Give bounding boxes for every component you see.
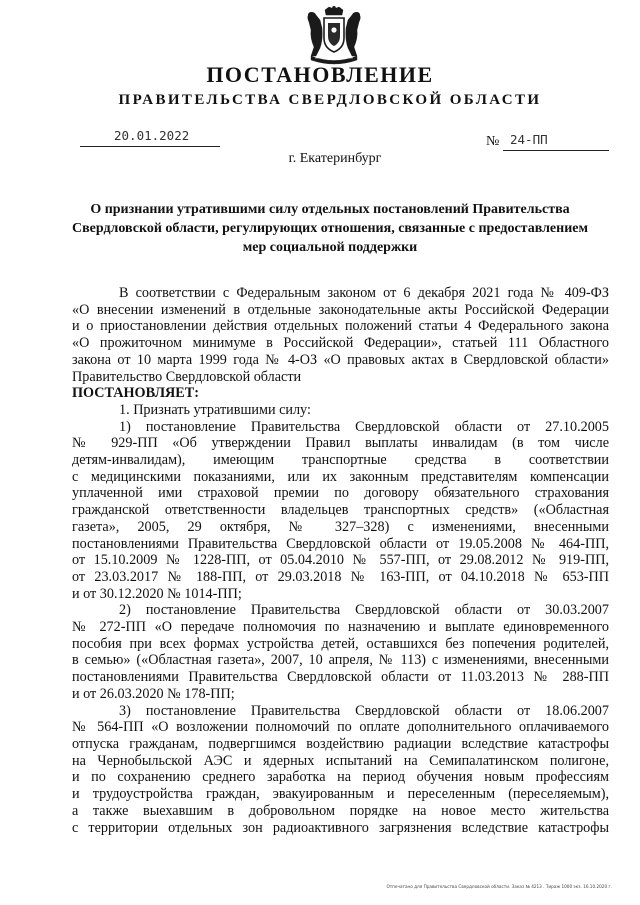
subitem-2-line: пособия при всех формах устройства детей, оставшихся без попечения родителей, [72, 635, 609, 652]
subitem-1-line: газета», 2005, 29 октября, № 327–328) с изменениями, внесенными [72, 518, 609, 535]
subitem-1-line: гражданской ответственности владельцев транспортных средств» («Областная [72, 502, 609, 519]
print-footer: Отпечатано для Правительства Свердловской области. Заказ № 4213 . Тираж 1000 экз. 16.10.2020 г. [386, 884, 612, 889]
subitem-2-line: в семью» («Областная газета», 2007, 10 апреля, № 113) с изменениями, внесенными [72, 652, 609, 669]
preamble-line: В соответствии с Федеральным законом от 6 декабря 2021 года № 409-ФЗ [119, 285, 609, 301]
registration-number: 24-ПП [510, 132, 548, 147]
subitem-3-line: 3) постановление Правительства Свердловской области от 18.06.2007 [119, 702, 609, 719]
subitem-3-line: № 564-ПП «О возложении полномочий по оплате дополнительного оплачиваемого [72, 719, 609, 736]
subitem-2-line: № 272-ПП «О передаче полномочия по назначению и выплате единовременного [72, 619, 609, 636]
registration-date: 20.01.2022 [114, 128, 190, 143]
subitem-3-line: отпуска гражданам, подвергшимся воздействию радиации вследствие катастрофы [72, 735, 609, 752]
date-underline [80, 146, 220, 147]
subitem-2-line: постановлениями Правительства Свердловской области от 11.03.2013 № 288-ПП [72, 669, 609, 686]
subitem-3-line: а также выехавшим в добровольном порядке на новое место жительства [72, 802, 609, 819]
issuer-title: ПРАВИТЕЛЬСТВА СВЕРДЛОВСКОЙ ОБЛАСТИ [118, 92, 542, 108]
city-name: г. Екатеринбург [288, 151, 382, 166]
resolves-heading: ПОСТАНОВЛЯЕТ: [72, 385, 199, 402]
preamble-line: «О прожиточном минимуме в Российской Федерации», статьей 111 Областного [72, 335, 609, 352]
subitem-1-line: 1) постановление Правительства Свердловской области от 27.10.2005 [119, 418, 609, 435]
resolution-title: О признании утратившими силу отдельных постановлений Правительства Свердловской области, регулирующих отношения, связанные с предоставлением мер социальной поддержки [71, 202, 589, 255]
subitem-2-line: 2) постановление Правительства Свердловской области от 30.03.2007 [119, 602, 609, 619]
subitem-1-line: с медицинскими показаниями, или их законным представителям компенсации [72, 468, 609, 485]
subitem-2-line: и от 26.03.2020 № 178-ПП; [72, 685, 235, 702]
subitem-3-line: на Чернобыльской АЭС и ядерных испытаний на Семипалатинском полигоне, [72, 752, 609, 769]
subitem-1-line: от 15.10.2009 № 1228-ПП, от 05.04.2010 № 557-ПП, от 29.08.2012 № 919-ПП, [72, 552, 609, 569]
document-body [72, 285, 609, 836]
subitem-3-line: с территории отдельных зон радиоактивного загрязнения вследствие катастрофы [72, 819, 609, 836]
document-type-title: ПОСТАНОВЛЕНИЕ [206, 62, 434, 87]
subitem-1-line: № 929-ПП «Об утверждении Правил выплаты инвалидам (в том числе [72, 435, 609, 452]
preamble-line: закона от 10 марта 1999 года № 4-ОЗ «О правовых актах в Свердловской области» [72, 351, 609, 368]
subitem-1-line: от 23.03.2017 № 188-ПП, от 29.03.2018 № 163-ПП, от 04.10.2018 № 653-ПП [72, 568, 609, 585]
preamble-line: и о приостановлении действия отдельных положений статьи 4 Федерального закона [72, 318, 609, 335]
subitem-1-line: и от 30.12.2020 № 1014-ПП; [72, 585, 242, 602]
preamble-line: «О внесении изменений в отдельные законодательные акты Российской Федерации [72, 301, 609, 318]
subitem-1-line: уплаченной ими страховой премии по договору обязательного страхования [72, 485, 609, 502]
subitem-3-line: и по сохранению среднего заработка на период обучения новым профессиям [72, 769, 609, 786]
subitem-3-line: и трудоустройства граждан, эвакуированным и переселенным (переселяемым), [72, 786, 609, 803]
subitem-1-line: постановлениями Правительства Свердловской области от 19.05.2008 № 464-ПП, [72, 535, 609, 552]
registration-date-field [80, 128, 220, 148]
sverdlovsk-coat-of-arms-icon [301, 6, 367, 66]
number-sign: № [486, 134, 500, 149]
preamble-line: Правительство Свердловской области [72, 368, 302, 385]
subitem-1-line: детям-инвалидам), имеющим транспортные средства в соответствии [72, 452, 609, 469]
item-1: 1. Признать утратившими силу: [119, 401, 311, 418]
